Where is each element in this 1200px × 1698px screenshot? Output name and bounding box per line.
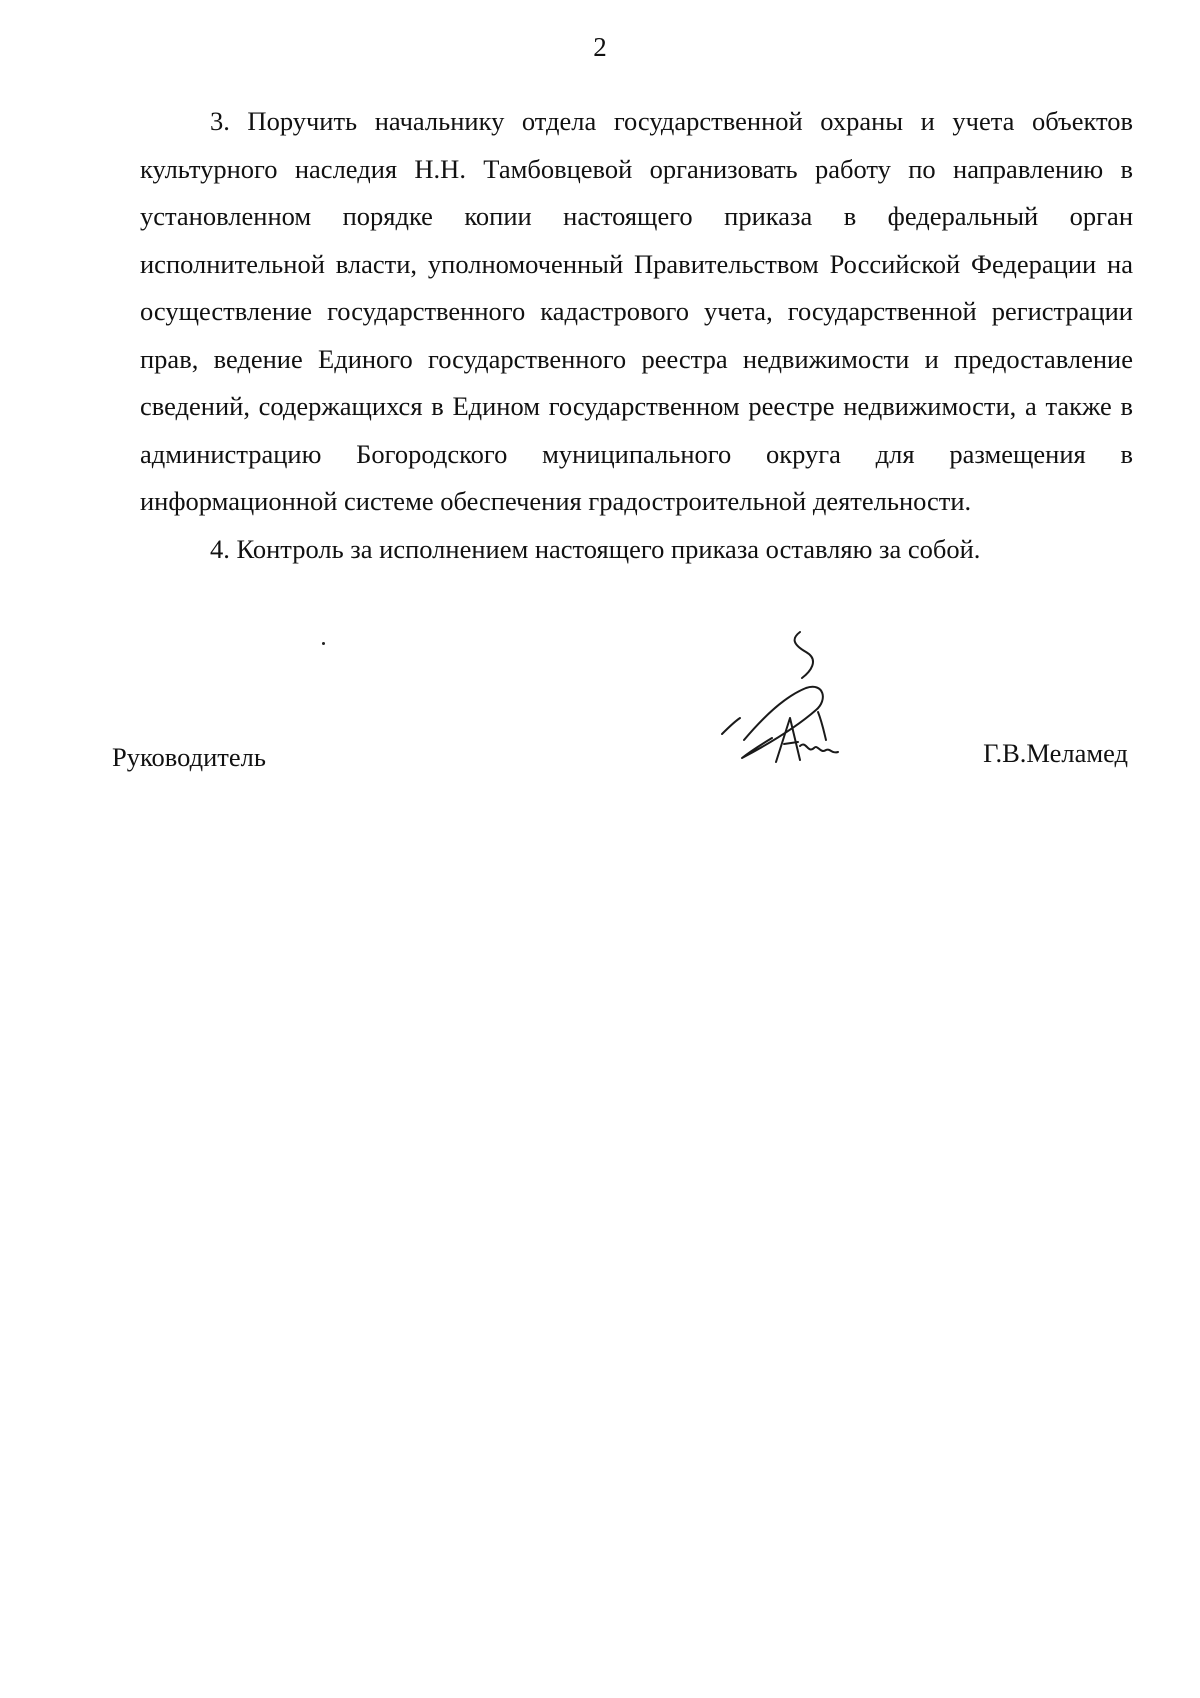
signature-block <box>0 728 1200 788</box>
page-number: 2 <box>593 32 607 62</box>
paragraph-3: 3. Поручить начальнику отдела государственной охраны и учета объектов культурного наследия Н.Н. Тамбовцевой организовать работу по направлению в установленном порядке копии настоящего приказа в федеральный орган исполнительной власти, уполномоченный Правительством Российской Федерации на осуществление государственного кадастрового учета, государственной регистрации прав, ведение Единого государственного реестра недвижимости и предоставление сведений, содержащихся в Едином государственном реестре недвижимости, а также в администрацию Богородского муниципального округа для размещения в информационной системе обеспечения градостроительной деятельности. <box>140 106 1133 516</box>
signer-position: Руководитель <box>112 742 266 772</box>
signer-name: Г.В.Меламед <box>983 738 1128 768</box>
handwritten-signature-icon <box>700 622 860 782</box>
paragraph-4: 4. Контроль за исполнением настоящего приказа оставляю за собой. <box>210 533 981 564</box>
scan-speck <box>322 642 325 645</box>
document-body <box>140 98 1133 573</box>
